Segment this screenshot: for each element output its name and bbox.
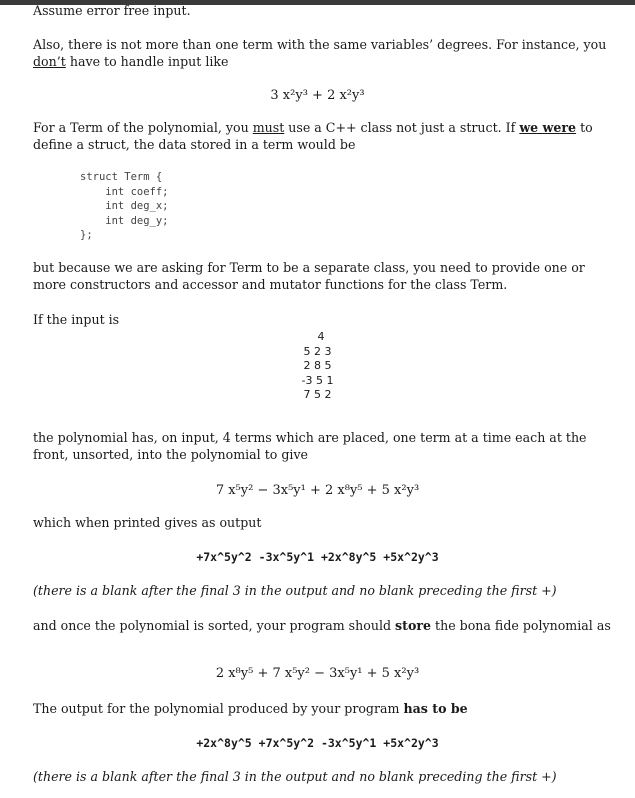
output-sorted: +2x^8y^5 +7x^5y^2 -3x^5y^1 +5x^2y^3 bbox=[196, 736, 439, 750]
paragraph-polynomial-has bbox=[33, 429, 613, 463]
must-underlined: must bbox=[252, 120, 285, 135]
we-were-underlined: we were bbox=[519, 120, 577, 135]
note-blank-1 bbox=[33, 582, 613, 599]
equation-3-text: 2 x⁸y⁵ + 7 x⁵y² − 3x⁵y¹ + 5 x²y³ bbox=[215, 666, 420, 681]
output-unsorted: +7x^5y^2 -3x^5y^1 +2x^8y^5 +5x^2y^3 bbox=[196, 550, 439, 564]
equation-2-text: 7 x⁵y² − 3x⁵y¹ + 2 x⁸y⁵ + 5 x²y³ bbox=[215, 483, 420, 498]
paragraph-term-class bbox=[33, 119, 613, 153]
if-input-text: If the input is bbox=[33, 312, 120, 327]
equation-unsorted bbox=[0, 482, 635, 499]
which-text: which when printed gives as output bbox=[33, 515, 262, 530]
note-1-text: (there is a blank after the final 3 in the output and no blank preceding the first +) bbox=[33, 583, 557, 598]
has-to-be-bold: has to be bbox=[403, 701, 468, 716]
store-bold: store bbox=[395, 618, 432, 633]
because-text: but because we are asking for Term to be a separate class, you need to provide one or more constructors and accessor and mutator functions for the class Term. bbox=[33, 260, 585, 292]
note-blank-2 bbox=[33, 768, 613, 785]
term-text-1: For a Term of the polynomial, you bbox=[33, 120, 253, 135]
paragraph-because bbox=[33, 259, 613, 293]
paragraph-also bbox=[33, 36, 613, 70]
equation-sorted bbox=[0, 665, 635, 682]
also-text-1: Also, there is not more than one term with the same variables’ degrees. For instance, you bbox=[33, 37, 607, 52]
term-text-2: use a C++ class not just a struct. If bbox=[284, 120, 520, 135]
paragraph-which bbox=[33, 514, 613, 531]
note-2-text: (there is a blank after the final 3 in the output and no blank preceding the first +) bbox=[33, 769, 557, 784]
equation-duplicate-terms bbox=[0, 87, 635, 104]
dont-underlined: don’t bbox=[33, 54, 66, 69]
also-text-2: have to handle input like bbox=[65, 54, 229, 69]
paragraph-once-sorted bbox=[33, 617, 613, 634]
term-text-3: to define a struct, the data stored in a term would be bbox=[33, 120, 593, 152]
paragraph-output-has-to-be bbox=[33, 700, 613, 717]
paragraph-assume bbox=[33, 2, 613, 19]
code-struct-term: struct Term { int coeff; int deg_x; int deg_y; }; bbox=[80, 171, 169, 241]
assume-text: Assume error free input. bbox=[33, 3, 191, 18]
once-text-2: the bona fide polynomial as bbox=[431, 618, 611, 633]
paragraph-if-input bbox=[33, 311, 613, 328]
input-numbers: 4 5 2 3 2 8 5 -3 5 1 7 5 2 bbox=[301, 330, 334, 401]
output-text-1: The output for the polynomial produced by your program bbox=[33, 701, 404, 716]
polynomial-has-text: the polynomial has, on input, 4 terms which are placed, one term at a time each at the front, unsorted, into the polynomial to give bbox=[33, 430, 587, 462]
once-text-1: and once the polynomial is sorted, your program should bbox=[33, 618, 396, 633]
equation-1-text: 3 x²y³ + 2 x²y³ bbox=[270, 88, 365, 103]
